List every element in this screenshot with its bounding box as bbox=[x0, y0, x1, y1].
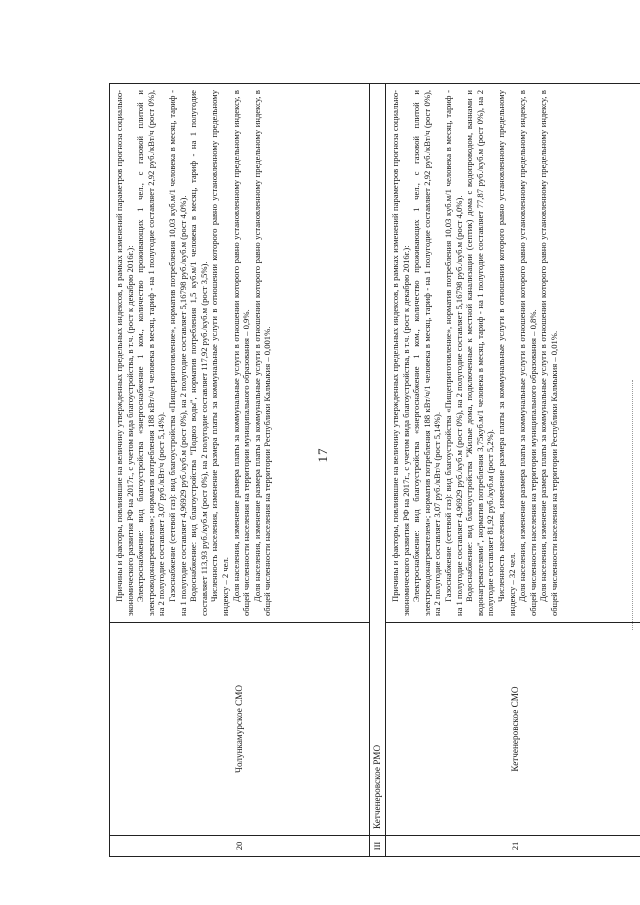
paragraph: Газоснабжение (сетевой газ): вид благоустройства «Пищеприготовление», норматив потребления 10,03 куб.м/1 человека в месяц, тариф - на 1 полугодие составляет 4,96929 руб./куб.м (рост 0%), на 2 полугодие составляет 5,16798 руб./куб.м (рост 4,0%). bbox=[166, 90, 188, 616]
paragraph: Электроснабжение: вид благоустройства «энергоснабжение 1 ком., количество проживающих 1 чел., с газовой плитой и электроводонагревателем»; норматив потребления 188 кВт/ч/1 человека в месяц, тариф - на 1 полугодие составляет 2,92 руб./кВт/ч (рост 0%), на 2 полугодие составляет 3,07 руб./кВт/ч (рост 5,14%). bbox=[135, 90, 167, 616]
scan-edge-mark bbox=[632, 380, 635, 630]
municipality-name: Кетченеровское СМО bbox=[386, 622, 640, 835]
paragraph: Водоснабжение: вид благоустройства "Жилые дома, подключенные к местной канализации (септик) дома с водопроводом, ваннами и водонагревателями", норматив потребления 3,75куб.м/1 человека в месяц, тариф - на 1 полугодие составляет 77,87 руб./куб.м (рост 0%), на 2 полугодие составляет 81,92 руб./куб.м (рост 5,2%). bbox=[464, 90, 496, 616]
row-number: 21 bbox=[386, 835, 640, 856]
paragraph: Доля населения, изменение размера платы за коммунальные услуги в отношении которого равно установленному предельному индексу, в общей численности населения на территории Республики Калмыкия – 0,001%. bbox=[251, 90, 273, 616]
row-description bbox=[386, 84, 640, 622]
rotated-table-container bbox=[109, 83, 640, 857]
paragraph: Численность населения, изменение размера платы за коммунальные услуги в отношении которого равно установленному предельному индексу – 32 чел. bbox=[495, 90, 517, 616]
paragraph: Численность населения, изменение размера платы за коммунальные услуги в отношении которого равно установленному предельному индексу – 2 чел. bbox=[209, 90, 230, 616]
section-title: Кетченеровское РМО bbox=[372, 744, 383, 829]
data-table bbox=[109, 83, 640, 857]
municipality-name: Чолункамурское СМО bbox=[110, 622, 369, 835]
paragraph: Доля населения, изменение размера платы за коммунальные услуги в отношении которого равно установленному предельному индексу, в общей численности населения на территории Республики Калмыкия – 0,01%. bbox=[538, 90, 559, 616]
paragraph: Водоснабжение: вид благоустройства "Подвоз воды", норматив потребления 1,5 куб.м/1 человека в месяц, тариф - на 1 полугодие составляет 113,93 руб./куб.м (рост 0%), на 2 полугодие составляет 117,92 руб./куб.м (рост 3,5%). bbox=[188, 90, 209, 616]
paragraph: Доля населения, изменение размера платы за коммунальные услуги в отношении которого равно установленному предельному индексу, в общей численности населения на территории муниципального образования – 0,9%. bbox=[230, 90, 252, 616]
table-row-20 bbox=[110, 84, 370, 856]
paragraph: Причины и факторы, повлиявшие на величину утвержденных предельных индексов, в рамках изменений параметров прогноза социально-экономического развития РФ на 2017г., с учетом вида благоустройства, в т.ч. (рост к декабрю 2016г.): bbox=[390, 90, 411, 616]
section-row-iii bbox=[370, 84, 386, 856]
paragraph: Причины и факторы, повлиявшие на величину утвержденных предельных индексов, в рамках изменений параметров прогноза социально-экономического развития РФ на 2017г., с учетом вида благоустройства, в т.ч. (рост к декабрю 2016г.): bbox=[114, 90, 135, 616]
section-number: III bbox=[370, 835, 385, 856]
paragraph: Доля населения, изменение размера платы за коммунальные услуги в отношении которого равно установленному предельному индексу, в общей численности населения на территории муниципального образования – 0,8%. bbox=[517, 90, 538, 616]
row-number: 20 bbox=[110, 835, 369, 856]
paragraph: Газоснабжение (сетевой газ): вид благоустройства «Пищеприготовление», норматив потребления 10,03 куб.м/1 человека в месяц, тариф - на 1 полугодие составляет 4,96929 руб./куб.м (рост 0%), на 2 полугодие составляет 5,16798 руб./куб.м (рост 4,0%). bbox=[442, 90, 464, 616]
page-number: 17 bbox=[315, 447, 330, 463]
paragraph: Электроснабжение: вид благоустройства «энергоснабжение 1 ком., количество проживающих 1 чел., с газовой плитой и электроводонагревателем»; норматив потребления 188 кВт/ч/1 человека в месяц, тариф - на 1 полугодие составляет 2,92 руб./кВт/ч (рост 0%), на 2 полугодие составляет 3,07 руб./кВт/ч (рост 5,14%). bbox=[411, 90, 443, 616]
table-row-21 bbox=[386, 84, 640, 856]
row-description bbox=[110, 84, 369, 622]
